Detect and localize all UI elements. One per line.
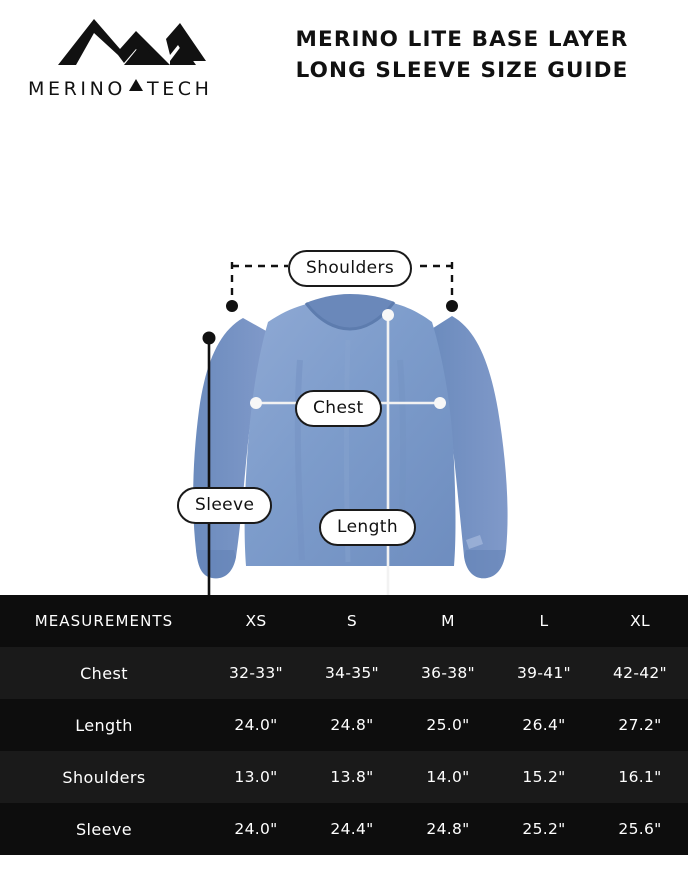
- cell-sleeve-l: 25.2": [522, 820, 566, 838]
- table-row: [0, 699, 688, 751]
- cell-shoulders-xl: 16.1": [618, 768, 662, 786]
- cell-sleeve-s: 24.4": [330, 820, 374, 838]
- cell-chest-s: 34-35": [325, 664, 379, 682]
- column-header-xs: XS: [245, 612, 267, 630]
- title-line-1: MERINO LITE BASE LAYER: [295, 26, 629, 52]
- column-header-xl: XL: [630, 612, 650, 630]
- cell-chest-m: 36-38": [421, 664, 475, 682]
- cell-length-l: 26.4": [522, 716, 566, 734]
- callout-shoulders: Shoulders: [288, 250, 412, 287]
- column-header-s: S: [346, 612, 358, 630]
- column-header-m: M: [441, 612, 455, 630]
- size-chart-table: [0, 595, 688, 855]
- page-title: [252, 24, 666, 86]
- cell-shoulders-xs: 13.0": [234, 768, 278, 786]
- brand-logo: [20, 9, 252, 101]
- cell-sleeve-xs: 24.0": [234, 820, 278, 838]
- cell-length-m: 25.0": [426, 716, 470, 734]
- mountain-logo-icon: [20, 9, 252, 101]
- row-label-sleeve: Sleeve: [75, 819, 132, 839]
- row-label-shoulders: Shoulders: [62, 767, 146, 787]
- callout-chest: Chest: [295, 390, 382, 427]
- row-label-length: Length: [75, 715, 133, 735]
- page-header: [0, 0, 688, 110]
- cell-length-xl: 27.2": [618, 716, 662, 734]
- table-row: [0, 751, 688, 803]
- cell-sleeve-m: 24.8": [426, 820, 470, 838]
- cell-shoulders-l: 15.2": [522, 768, 566, 786]
- garment-illustration: [0, 110, 688, 595]
- column-header-l: L: [539, 612, 549, 630]
- table-row: [0, 803, 688, 855]
- callout-length: Length: [319, 509, 416, 546]
- cell-length-xs: 24.0": [234, 716, 278, 734]
- title-line-2: LONG SLEEVE SIZE GUIDE: [295, 58, 629, 83]
- cell-chest-xs: 32-33": [229, 664, 283, 682]
- cell-shoulders-m: 14.0": [426, 768, 470, 786]
- cell-length-s: 24.8": [330, 716, 374, 734]
- cell-chest-xl: 42-42": [613, 664, 667, 682]
- table-row: [0, 647, 688, 699]
- row-label-chest: Chest: [80, 663, 128, 683]
- cell-sleeve-xl: 25.6": [618, 820, 662, 838]
- svg-text:MERINO: MERINO: [28, 78, 126, 100]
- svg-text:TECH: TECH: [147, 78, 213, 100]
- cell-shoulders-s: 13.8": [330, 768, 374, 786]
- cell-chest-l: 39-41": [517, 664, 571, 682]
- table-header-row: [0, 595, 688, 647]
- callout-sleeve: Sleeve: [177, 487, 272, 524]
- column-header-measurements: MEASUREMENTS: [34, 612, 174, 630]
